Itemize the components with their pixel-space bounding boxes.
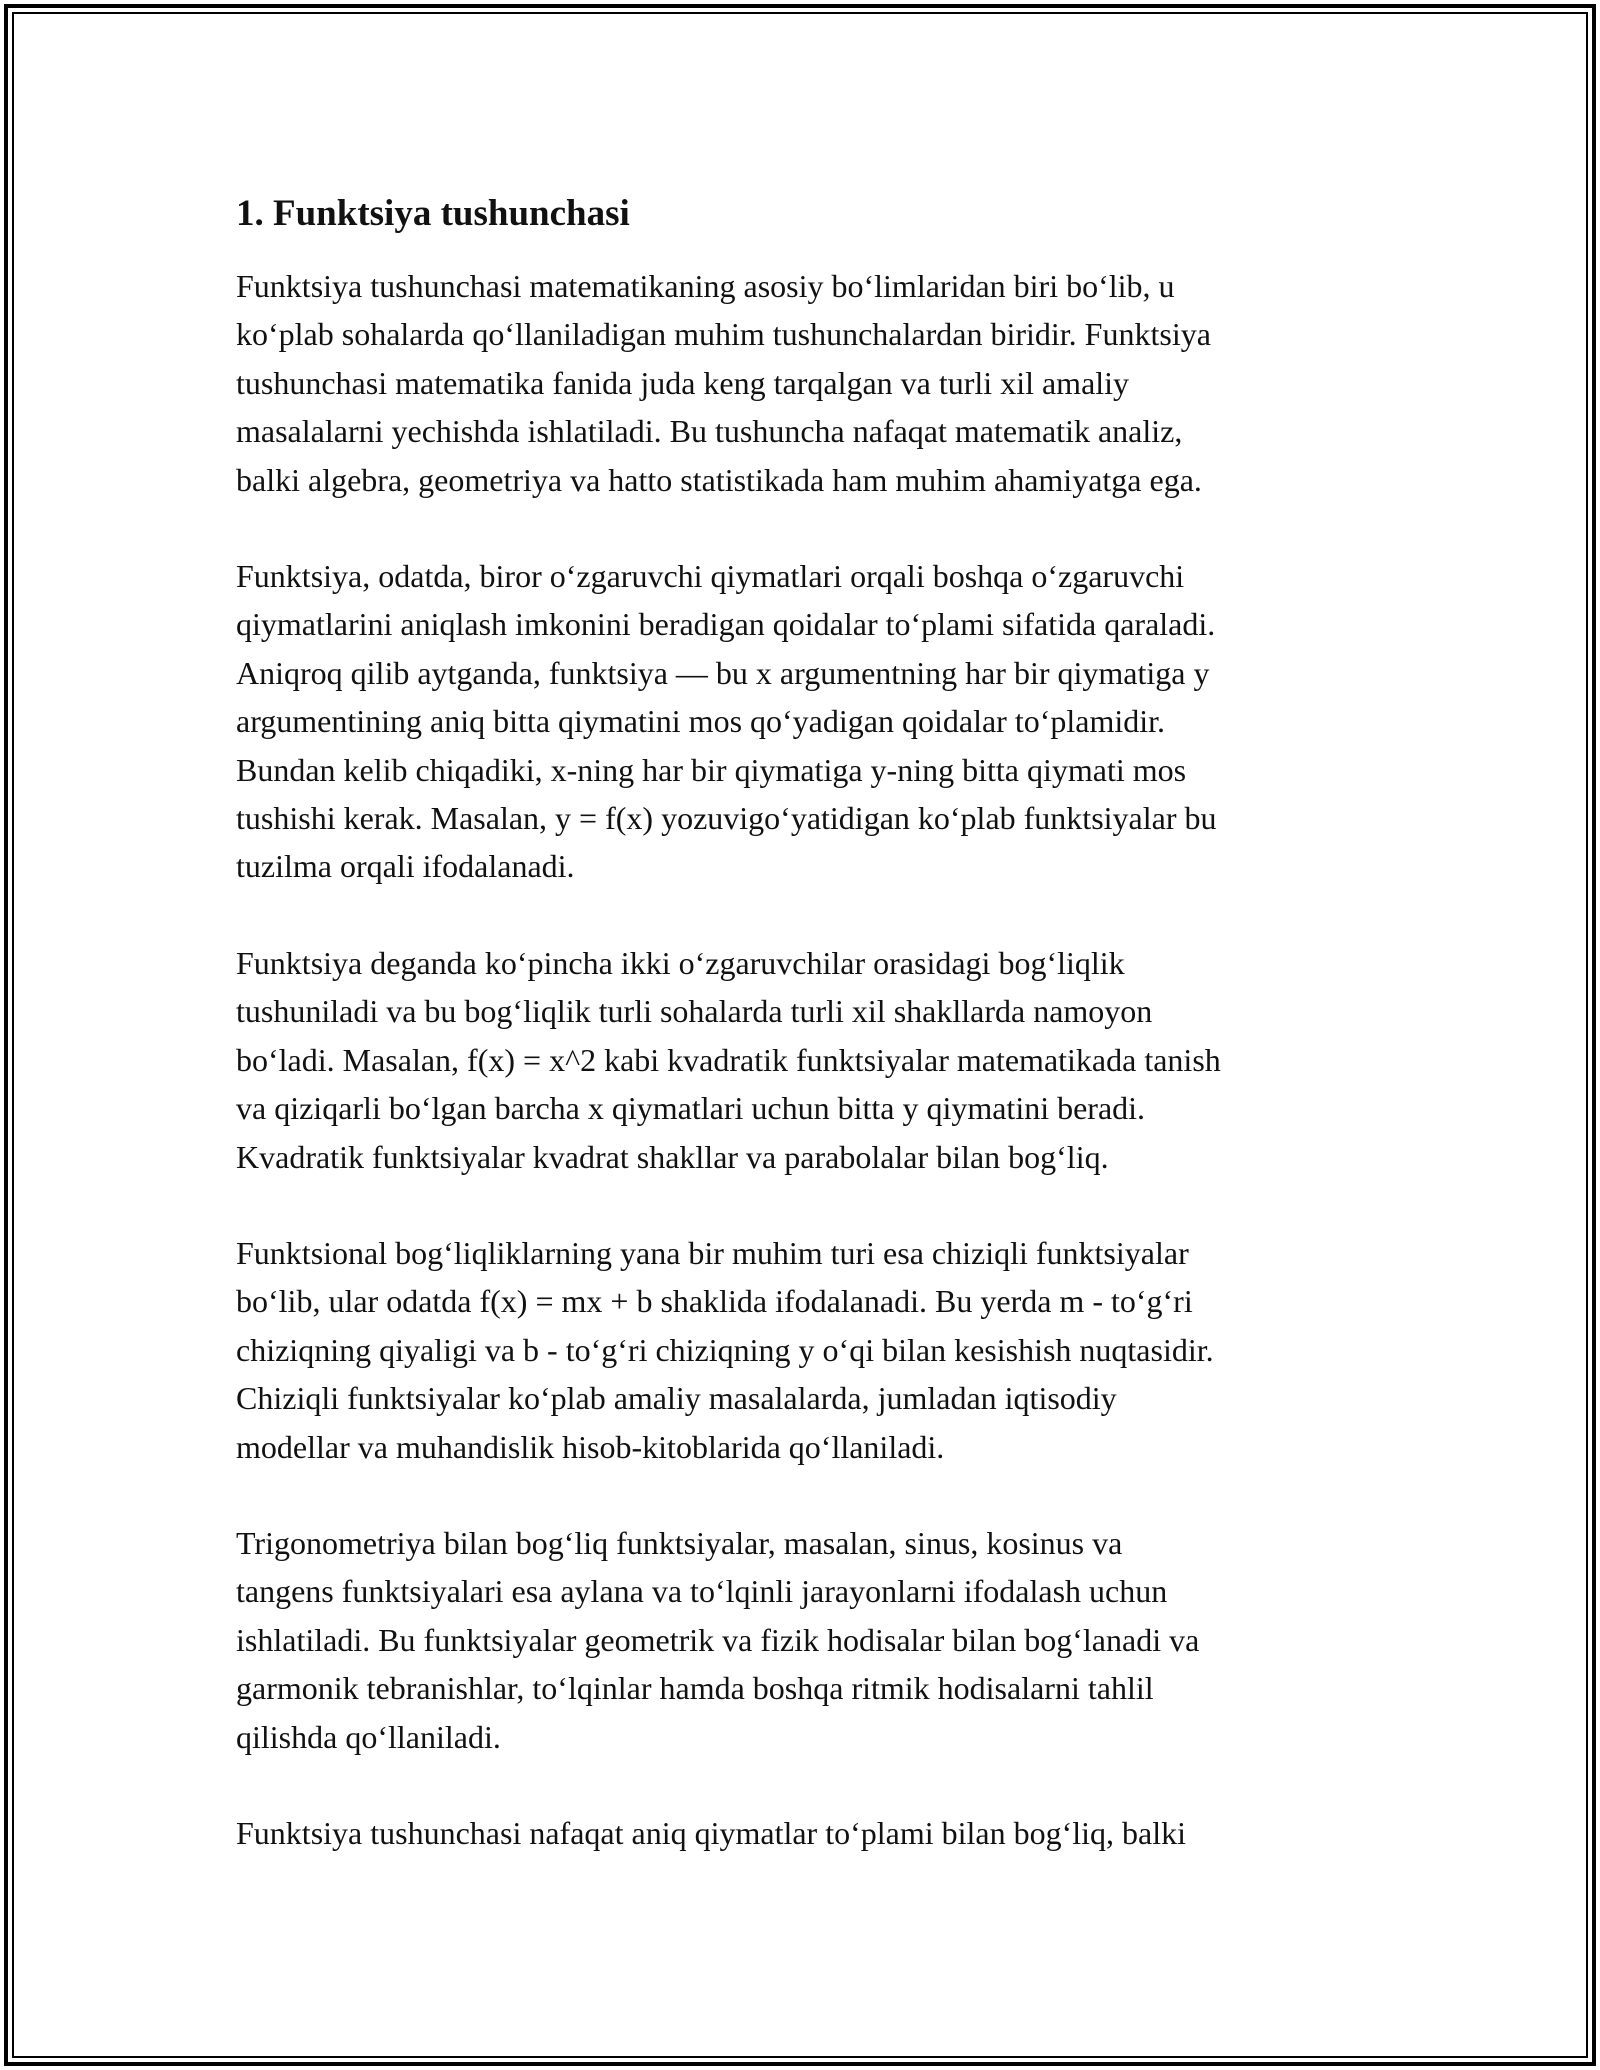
- paragraph-3: Funktsiya deganda koʻpincha ikki oʻzgaruvchilar orasidagi bogʻliqlik tushuniladi va bu bogʻliqlik turli sohalarda turli xil shakllarda namoyon boʻladi. Masalan, f(x) = x^2 kabi kvadratik funktsiyalar matematikada tanish va qiziqarli boʻlgan barcha x qiymatlari uchun bitta y qiymatini beradi. Kvadratik funktsiyalar kvadrat shakllar va parabolalar bilan bogʻliq.: [236, 944, 1221, 1175]
- paragraph-4: Funktsional bogʻliqliklarning yana bir muhim turi esa chiziqli funktsiyalar boʻlib, ular odatda f(x) = mx + b shaklida ifodalanadi. Bu yerda m - toʻgʻri chiziqning qiyaligi va b - toʻgʻri chiziqning y oʻqi bilan kesishish nuqtasidir. Chiziqli funktsiyalar koʻplab amaliy masalalarda, jumladan iqtisodiy modellar va muhandislik hisob-kitoblarida qoʻllaniladi.: [236, 1234, 1214, 1465]
- paragraph-1: Funktsiya tushunchasi matematikaning asosiy boʻlimlaridan biri boʻlib, u koʻplab sohalarda qoʻllaniladigan muhim tushunchalardan biridir. Funktsiya tushunchasi matematika fanida juda keng tarqalgan va turli xil amaliy masalalarni yechishda ishlatiladi. Bu tushuncha nafaqat matematik analiz, balki algebra, geometriya va hatto statistikada ham muhim ahamiyatga ega.: [236, 268, 1211, 498]
- paragraph-6: Funktsiya tushunchasi nafaqat aniq qiymatlar toʻplami bilan bogʻliq, balki: [236, 1814, 1187, 1851]
- document-body: [236, 184, 1376, 1905]
- paragraph-2: Funktsiya, odatda, biror oʻzgaruvchi qiymatlari orqali boshqa oʻzgaruvchi qiymatlarini aniqlash imkonini beradigan qoidalar toʻplami sifatida qaraladi. Aniqroq qilib aytganda, funktsiya — bu x argumentning har bir qiymatiga y argumentining aniq bitta qiymatini mos qoʻyadigan qoidalar toʻplamidir. Bundan kelib chiqadiki, x-ning har bir qiymatiga y-ning bitta qiymati mos tushishi kerak. Masalan, y = f(x) yozuvigoʻyatidigan koʻplab funktsiyalar bu tuzilma orqali ifodalanadi.: [236, 558, 1217, 885]
- paragraph-5: Trigonometriya bilan bogʻliq funktsiyalar, masalan, sinus, kosinus va tangens funktsiyalari esa aylana va toʻlqinli jarayonlarni ifodalash uchun ishlatiladi. Bu funktsiyalar geometrik va fizik hodisalar bilan bogʻlanadi va garmonik tebranishlar, toʻlqinlar hamda boshqa ritmik hodisalarni tahlil qilishda qoʻllaniladi.: [236, 1524, 1200, 1755]
- section-heading: 1. Funktsiya tushunchasi: [236, 193, 630, 234]
